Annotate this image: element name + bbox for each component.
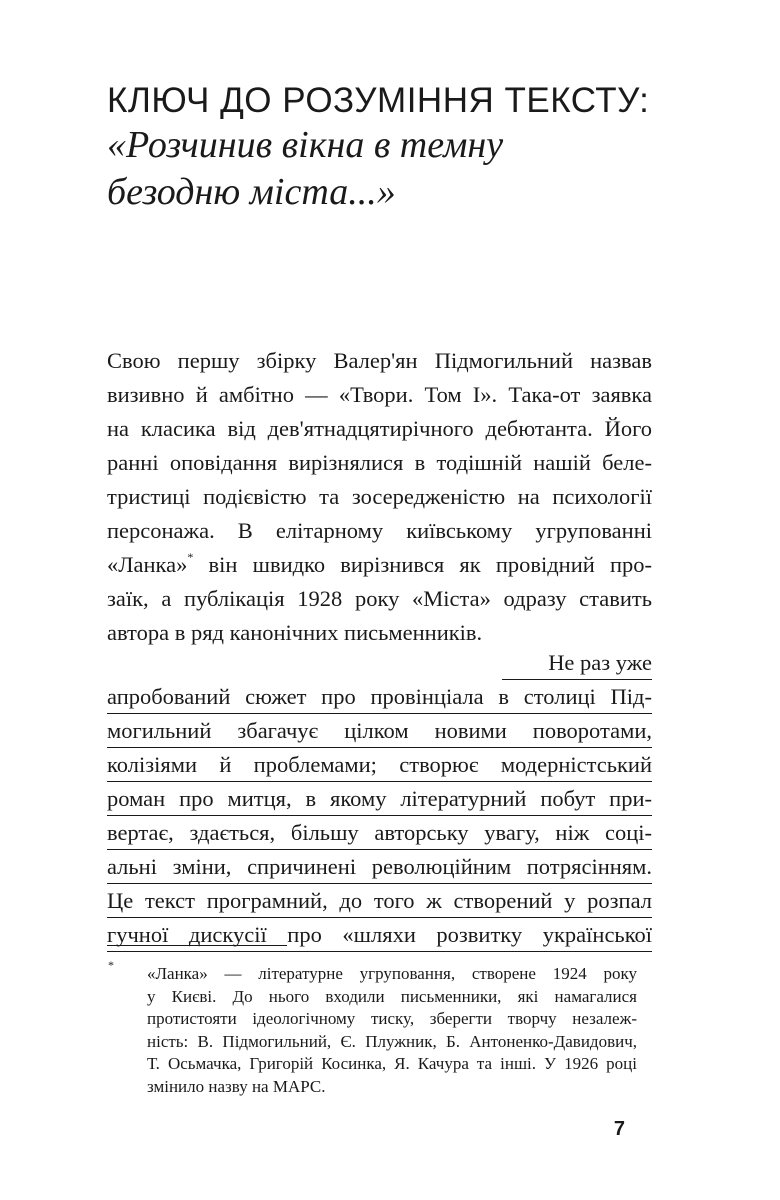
underlined-line: апробований сюжет про провінціала в столиці Під- bbox=[107, 680, 652, 714]
paragraph-1-line: автора в ряд канонічних письменників. bbox=[107, 620, 483, 645]
paragraph-2-underlined bbox=[107, 646, 652, 952]
underlined-line: альні зміни, спричинені революційним потрясінням. bbox=[107, 850, 652, 884]
paragraph-1-line-with-footnote bbox=[107, 548, 652, 582]
underlined-line: вертає, здається, більшу авторську увагу, ніж соці- bbox=[107, 816, 652, 850]
paragraph-1-line: Свою першу збірку Валер'ян Підмогильний назвав bbox=[107, 348, 652, 373]
paragraph-1 bbox=[107, 344, 652, 650]
paragraph-1-line: тристиці подієвістю та зосередженістю на психології bbox=[107, 484, 652, 509]
footnote-line: Т. Осьмачка, Григорій Косинка, Я. Качура та інші. У 1926 році bbox=[147, 1054, 637, 1073]
footnote-line: у Києві. До нього входили письменники, які намагалися bbox=[147, 986, 637, 1006]
underlined-line: Не раз уже bbox=[502, 646, 652, 680]
page-number: 7 bbox=[613, 1118, 625, 1140]
underlined-line: роман про митця, в якому літературний побут при- bbox=[107, 782, 652, 816]
footnote-line: «Ланка» — літературне угруповання, створене 1924 року bbox=[147, 964, 637, 983]
paragraph-1-line: на класика від дев'ятнадцятирічного дебютанта. Його bbox=[107, 416, 652, 441]
paragraph-1-line: заїк, а публікація 1928 року «Міста» одразу ставить bbox=[107, 586, 652, 611]
footnote-line: протистояти ідеологічному тиску, зберегти творчу незалеж- bbox=[147, 1009, 637, 1028]
lanka-term: «Ланка» bbox=[107, 552, 188, 577]
heading-caps-line: КЛЮЧ ДО РОЗУМІННЯ ТЕКСТУ: bbox=[107, 81, 650, 120]
footnote-text bbox=[147, 963, 637, 1098]
underlined-line: Це текст програмний, до того ж створений у розпал bbox=[107, 884, 652, 918]
footnote-reference[interactable]: * bbox=[187, 550, 194, 564]
footnote-divider bbox=[107, 945, 287, 946]
underlined-line: могильний збагачує цілком новими поворотами, bbox=[107, 714, 652, 748]
chapter-heading bbox=[107, 80, 707, 216]
paragraph-1-line: персонажа. В елітарному київському угрупованні bbox=[107, 518, 652, 543]
heading-italic-line-2: безодню міста...» bbox=[107, 171, 396, 213]
heading-italic-line-1: «Розчинив вікна в темну bbox=[107, 124, 504, 166]
paragraph-1-line: ранні оповідання вирізнялися в тодішній нашій беле- bbox=[107, 450, 652, 475]
paragraph-1-line: визивно й амбітно — «Твори. Том І». Така-от заявка bbox=[107, 382, 652, 407]
underlined-line: колізіями й проблемами; створює модерністський bbox=[107, 748, 652, 782]
underlined-line: гучної дискусії про «шляхи розвитку української bbox=[107, 918, 652, 952]
footnote-marker: * bbox=[108, 958, 114, 972]
footnote-line: ність: В. Підмогильний, Є. Плужник, Б. Антоненко-Давидович, bbox=[147, 1031, 637, 1051]
paragraph-1-line-rest: вiн швидко вирізнився як провідний про- bbox=[208, 552, 652, 577]
footnote-line: змінило назву на МАРС. bbox=[147, 1076, 326, 1096]
